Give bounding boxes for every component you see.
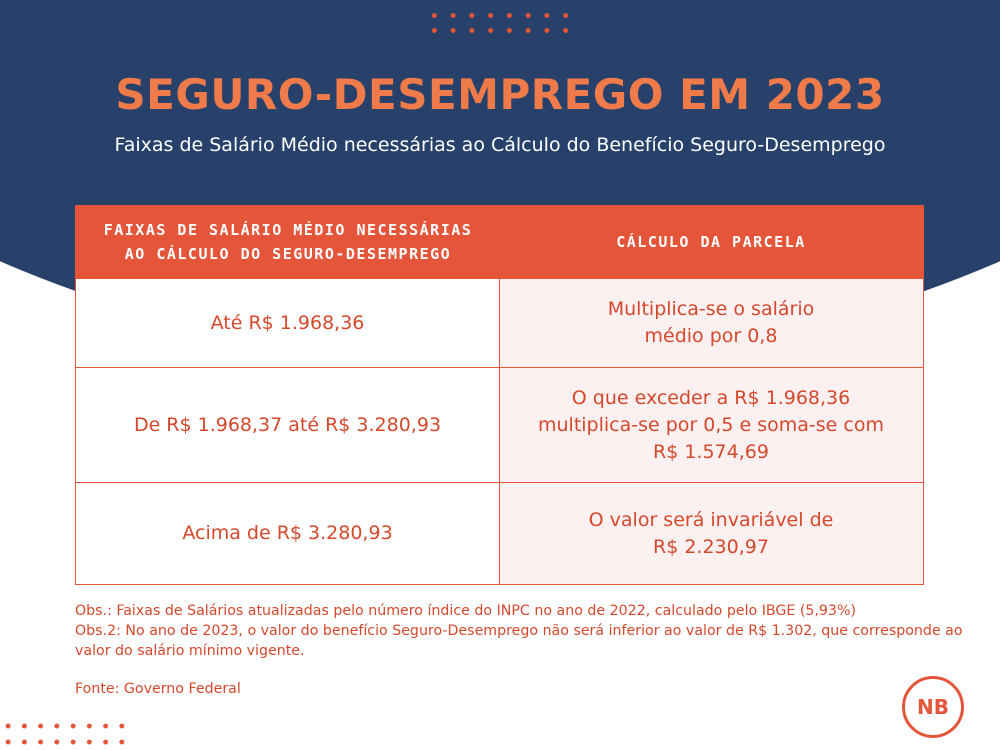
column-header-calculo: CÁLCULO DA PARCELA — [616, 233, 806, 251]
decorative-dots-top — [425, 8, 575, 38]
calculo-cell: Multiplica-se o salário médio por 0,8 — [500, 279, 922, 367]
observations — [75, 601, 965, 661]
table-row — [76, 482, 923, 584]
table-header — [76, 206, 923, 278]
calculo-cell: O valor será invariável de R$ 2.230,97 — [500, 483, 922, 584]
nb-logo — [902, 676, 964, 738]
source-note: Fonte: Governo Federal — [75, 681, 241, 697]
page-subtitle: Faixas de Salário Médio necessárias ao Cálculo do Benefício Seguro-Desemprego — [114, 134, 886, 156]
benefit-table — [75, 205, 924, 585]
observation-2: Obs.2: No ano de 2023, o valor do benefício Seguro-Desemprego não será inferior ao valor de R$ 1.302, que corresponde ao valor do salário mínimo vigente. — [75, 623, 963, 659]
faixa-cell: Até R$ 1.968,36 — [76, 279, 500, 367]
table-row — [76, 367, 923, 482]
faixa-cell: Acima de R$ 3.280,93 — [76, 483, 500, 584]
column-header-faixas: FAIXAS DE SALÁRIO MÉDIO NECESSÁRIAS AO CÁLCULO DO SEGURO-DESEMPREGO — [103, 221, 473, 263]
observation-1: Obs.: Faixas de Salários atualizadas pelo número índice do INPC no ano de 2022, calculado pelo IBGE (5,93%) — [75, 603, 856, 619]
logo-text: NB — [917, 695, 949, 719]
faixa-cell: De R$ 1.968,37 até R$ 3.280,93 — [76, 368, 500, 482]
calculo-cell: O que exceder a R$ 1.968,36 multiplica-se por 0,5 e soma-se com R$ 1.574,69 — [500, 368, 922, 482]
table-row — [76, 278, 923, 367]
decorative-dots-bottom — [0, 718, 130, 750]
page-title: SEGURO-DESEMPREGO EM 2023 — [115, 70, 885, 119]
